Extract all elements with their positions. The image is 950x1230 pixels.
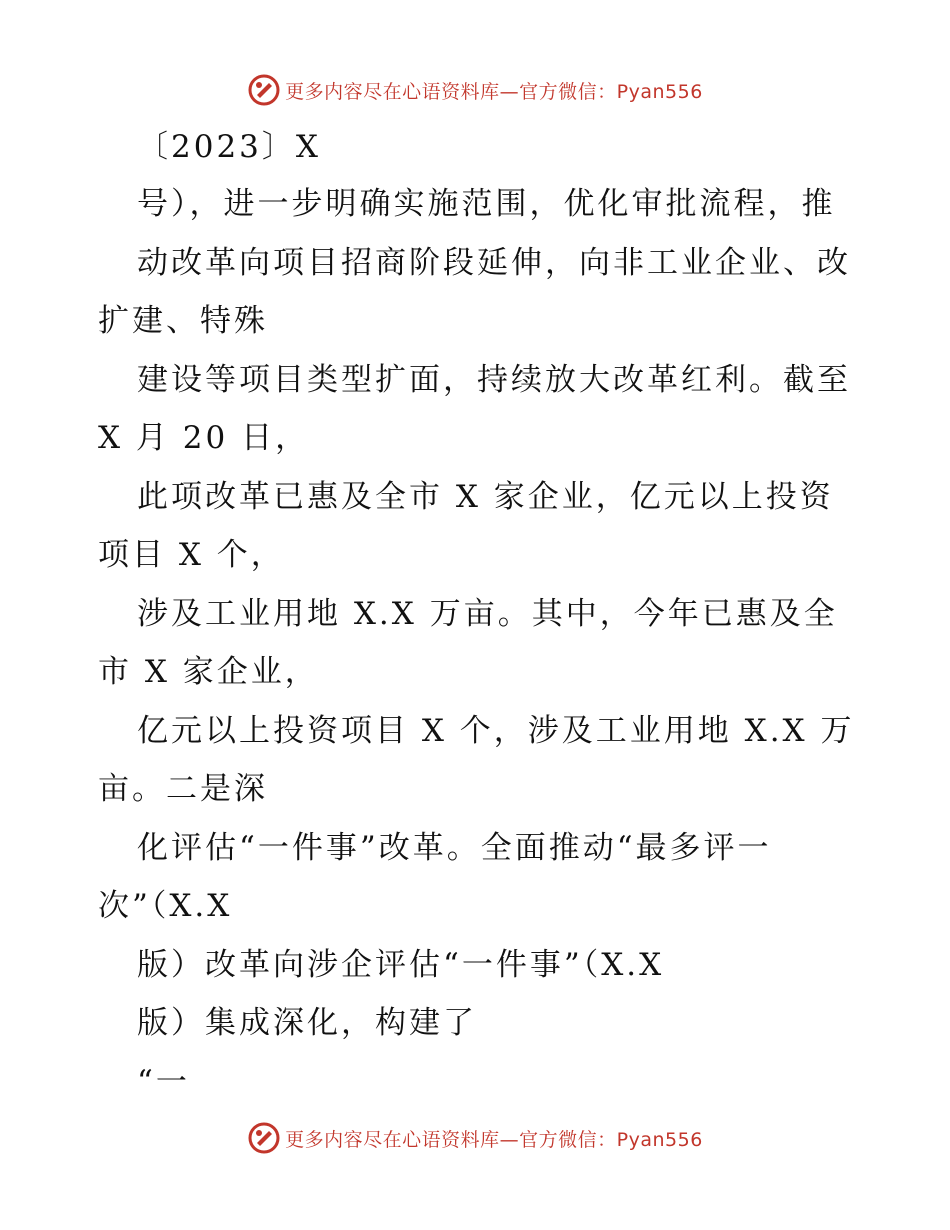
doc-line: 项目 X 个， <box>98 537 285 573</box>
seal-logo-icon <box>247 1121 281 1155</box>
watermark-text: 更多内容尽在心语资料库—官方微信：Pyan556 <box>285 80 703 103</box>
watermark-footer <box>0 1118 950 1158</box>
watermark-header <box>0 70 950 110</box>
doc-line: 建设等项目类型扩面，持续放大改革红利。截至 <box>137 362 851 398</box>
doc-line: 亩。二是深 <box>98 771 268 807</box>
seal-logo-icon <box>247 73 281 107</box>
doc-line: 亿元以上投资项目 X 个，涉及工业用地 X.X 万 <box>137 713 855 749</box>
watermark-text: 更多内容尽在心语资料库—官方微信：Pyan556 <box>285 1128 703 1151</box>
doc-line: 市 X 家企业， <box>98 654 319 690</box>
doc-line: “一 <box>137 1064 190 1100</box>
doc-line: 动改革向项目招商阶段延伸，向非工业企业、改 <box>137 245 851 281</box>
doc-line: 〔2023〕X <box>137 129 321 165</box>
doc-line: 涉及工业用地 X.X 万亩。其中，今年已惠及全 <box>137 596 838 632</box>
doc-line: 化评估“一件事”改革。全面推动“最多评一 <box>137 830 772 866</box>
doc-line: 号），进一步明确实施范围，优化审批流程，推 <box>137 186 836 222</box>
doc-line: 次”（X.X <box>98 888 233 924</box>
doc-line: 扩建、特殊 <box>98 303 268 339</box>
doc-line: X 月 20 日， <box>98 420 310 456</box>
doc-line: 此项改革已惠及全市 X 家企业，亿元以上投资 <box>137 479 834 515</box>
doc-line: 版）改革向涉企评估“一件事”（X.X <box>137 947 665 983</box>
doc-line: 版）集成深化，构建了 <box>137 1005 477 1041</box>
